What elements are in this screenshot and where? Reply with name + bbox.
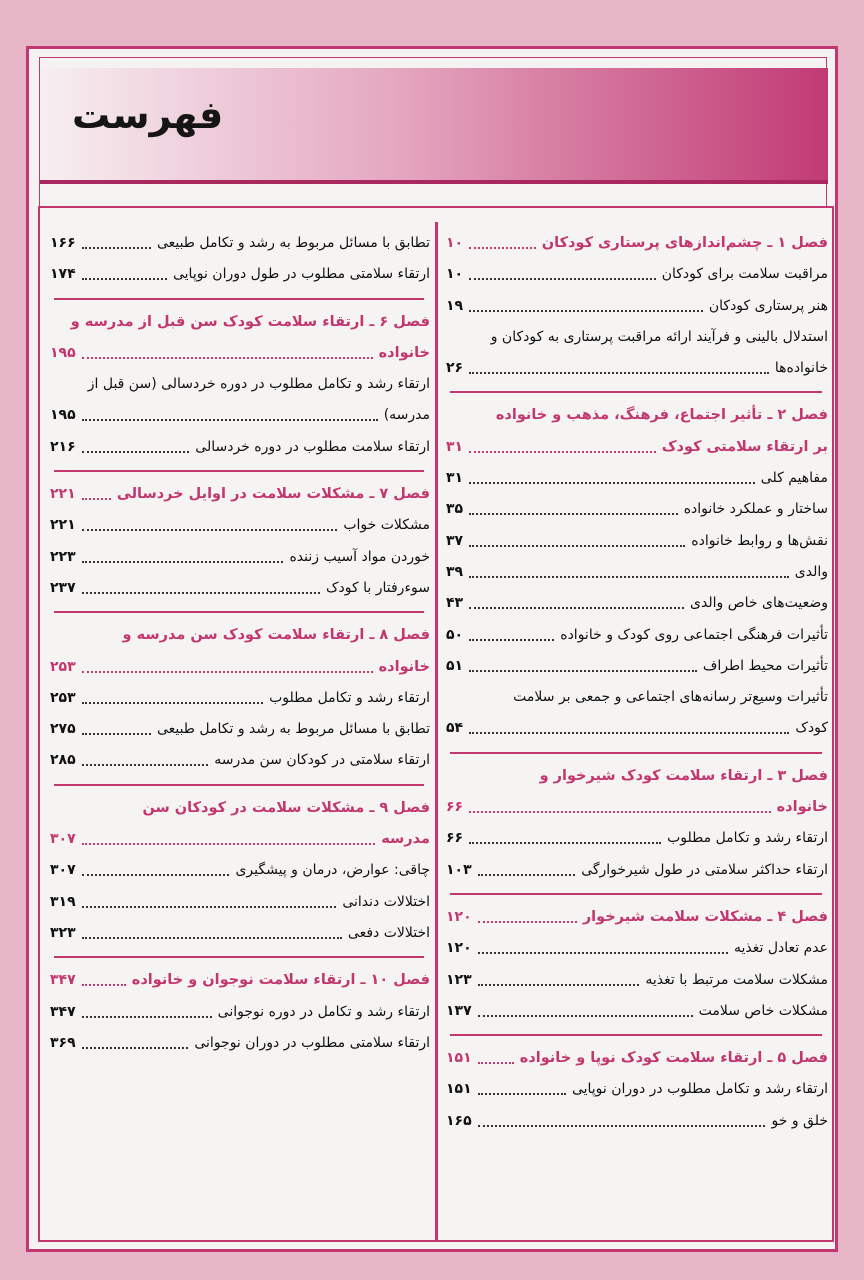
entry-title: مراقبت سلامت برای کودکان <box>661 266 828 283</box>
page-number: ۵۱ <box>446 657 464 674</box>
page-number: ۱۹۵ <box>50 344 76 361</box>
toc-entry-line[interactable] <box>48 714 430 745</box>
toc-entry-line[interactable] <box>48 542 430 573</box>
page-number: ۱۲۳ <box>446 971 472 988</box>
page-number: ۱۲۰ <box>446 940 472 957</box>
entry-title: ارتقاء رشد و تکامل مطلوب <box>269 689 430 706</box>
page-number: ۲۸۵ <box>50 752 76 769</box>
page-number: ۶۶ <box>446 799 464 816</box>
dot-leader <box>469 576 789 578</box>
entry-title: اختلالات دندانی <box>342 893 430 910</box>
dot-leader <box>469 670 697 672</box>
dot-leader <box>82 451 189 453</box>
entry-title: سوءرفتار با کودک <box>326 579 430 596</box>
entry-title: تطابق با مسائل مربوط به رشد و تکامل طبیعی <box>156 721 430 738</box>
toc-chapter-line[interactable] <box>48 652 430 683</box>
chapter-title: فصل ۲ ـ تأثیر اجتماع، فرهنگ، مذهب و خانواده <box>495 407 828 424</box>
page-number: ۶۶ <box>446 830 464 847</box>
section-separator <box>444 745 828 761</box>
chapter-title: فصل ۴ ـ مشکلات سلامت شیرخوار <box>582 908 828 925</box>
toc-chapter-line[interactable] <box>444 400 828 431</box>
toc-entry-line[interactable] <box>444 557 828 588</box>
entry-title: هنر پرستاری کودکان <box>708 297 828 314</box>
chapter-title: خانواده <box>776 799 828 816</box>
dot-leader <box>469 639 554 641</box>
chapter-title: فصل ۹ ـ مشکلات سلامت در کودکان سن <box>142 799 430 816</box>
entry-title: مشکلات سلامت مرتبط با تغذیه <box>645 971 828 988</box>
toc-entry-line[interactable] <box>48 918 430 949</box>
entry-title: عدم تعادل تغذیه <box>734 940 828 957</box>
entry-title: وضعیت‌های خاص والدی <box>690 595 828 612</box>
dot-leader <box>478 1015 693 1017</box>
dot-leader <box>82 702 263 704</box>
dot-leader <box>82 984 126 986</box>
page-number: ۳۴۷ <box>50 972 76 989</box>
page-number: ۵۴ <box>446 720 464 737</box>
chapter-title: فصل ۷ ـ مشکلات سلامت در اوایل خردسالی <box>116 486 430 503</box>
page-number: ۲۷۵ <box>50 721 76 738</box>
dot-leader <box>82 592 320 594</box>
entry-title: ارتقاء رشد و تکامل در دوره نوجوانی <box>217 1003 430 1020</box>
toc-chapter-line[interactable] <box>444 761 828 792</box>
entry-title: چاقی: عوارض، درمان و پیشگیری <box>235 862 430 879</box>
page-number: ۲۲۱ <box>50 486 76 503</box>
dot-leader <box>82 764 208 766</box>
column-divider <box>435 222 438 1240</box>
page-number: ۴۳ <box>446 595 464 612</box>
chapter-title: خانواده <box>378 344 430 361</box>
entry-title: تأثیرات وسیع‌تر رسانه‌های اجتماعی و جمعی بر سلامت <box>513 689 828 706</box>
toc-chapter-line[interactable] <box>444 902 828 933</box>
dot-leader <box>469 372 769 374</box>
toc-entry-line[interactable] <box>444 713 828 744</box>
toc-entry-line[interactable] <box>444 651 828 682</box>
chapter-title: فصل ۱۰ ـ ارتقاء سلامت نوجوان و خانواده <box>131 972 430 989</box>
section-separator <box>48 604 430 620</box>
toc-entry-line[interactable] <box>48 683 430 714</box>
dot-leader <box>478 874 575 876</box>
dot-leader <box>478 921 577 923</box>
page-number: ۳۱ <box>446 438 464 455</box>
page-number: ۱۷۴ <box>50 266 76 283</box>
entry-title: خوردن مواد آسیب زننده <box>289 548 430 565</box>
dot-leader <box>469 278 656 280</box>
section-separator <box>444 384 828 400</box>
page-title: فهرست <box>72 93 224 137</box>
dot-leader <box>478 952 728 954</box>
page-number: ۱۹۵ <box>50 407 76 424</box>
toc-entry-line[interactable] <box>48 855 430 886</box>
toc-entry-line[interactable] <box>48 432 430 463</box>
page-number: ۵۰ <box>446 626 464 643</box>
dot-leader <box>82 906 336 908</box>
page-number: ۱۰۳ <box>446 861 472 878</box>
dot-leader <box>469 842 661 844</box>
toc-chapter-line[interactable] <box>48 824 430 855</box>
page-number: ۱۶۶ <box>50 235 76 251</box>
entry-title: والدی <box>794 563 828 580</box>
toc-chapter-line[interactable] <box>48 620 430 651</box>
dot-leader <box>82 733 151 735</box>
dot-leader <box>478 984 639 986</box>
entry-title: تطابق با مسائل مربوط به رشد و تکامل طبیعی <box>156 235 430 251</box>
dot-leader <box>469 482 755 484</box>
toc-chapter-line[interactable] <box>444 228 828 259</box>
page-number: ۳۰۷ <box>50 831 76 848</box>
chapter-title: مدرسه <box>381 831 430 848</box>
entry-title: ارتقاء رشد و تکامل مطلوب در دوره خردسالی (سن قبل از <box>87 376 430 393</box>
page-number: ۱۲۰ <box>446 908 472 925</box>
entry-title: مشکلات خواب <box>343 517 430 534</box>
dot-leader <box>82 1047 188 1049</box>
chapter-title: خانواده <box>378 658 430 675</box>
toc-entry-line[interactable] <box>444 996 828 1027</box>
toc-entry-line[interactable] <box>444 620 828 651</box>
toc-entry-line[interactable] <box>48 887 430 918</box>
entry-title: ارتقاء سلامتی مطلوب در طول دوران نوپایی <box>172 266 430 283</box>
chapter-title: فصل ۱ ـ چشم‌اندازهای پرستاری کودکان <box>541 235 828 251</box>
page-number: ۳۱ <box>446 470 464 487</box>
page-number: ۲۲۱ <box>50 517 76 534</box>
dot-leader <box>82 278 167 280</box>
page-number: ۱۵۱ <box>446 1081 472 1098</box>
dot-leader <box>82 529 337 531</box>
dot-leader <box>82 671 373 673</box>
page-number: ۱۰ <box>446 266 464 283</box>
page-number: ۳۶۹ <box>50 1034 76 1051</box>
page-number: ۱۰ <box>446 235 464 251</box>
toc-chapter-line[interactable] <box>48 965 430 996</box>
dot-leader <box>469 811 771 813</box>
dot-leader <box>82 843 375 845</box>
dot-leader <box>82 1016 212 1018</box>
page-number: ۱۶۵ <box>446 1112 472 1129</box>
toc-entry-line[interactable] <box>444 1074 828 1105</box>
toc-entry-line[interactable] <box>444 291 828 322</box>
toc-entry-line[interactable] <box>444 494 828 525</box>
page-number: ۳۷ <box>446 532 464 549</box>
toc-entry-line[interactable] <box>444 259 828 290</box>
entry-title: ارتقاء سلامت مطلوب در دوره خردسالی <box>195 438 430 455</box>
toc-entry-line[interactable] <box>444 1106 828 1137</box>
section-separator <box>48 949 430 965</box>
toc-chapter-line[interactable] <box>48 307 430 338</box>
dot-leader <box>469 451 656 453</box>
dot-leader <box>82 874 229 876</box>
page-number: ۳۵ <box>446 501 464 518</box>
toc-entry-line[interactable] <box>48 259 430 290</box>
chapter-title: بر ارتقاء سلامتی کودک <box>661 438 828 455</box>
section-separator <box>48 777 430 793</box>
dot-leader <box>82 247 151 249</box>
toc-entry-line[interactable] <box>444 855 828 886</box>
entry-title: خانواده‌ها <box>774 360 828 377</box>
toc-column-left <box>48 228 430 1059</box>
dot-leader <box>478 1125 765 1127</box>
toc-entry-line[interactable] <box>48 997 430 1028</box>
toc-entry-line[interactable] <box>48 573 430 604</box>
entry-title: ارتقاء سلامتی مطلوب در دوران نوجوانی <box>194 1034 430 1051</box>
page-number: ۳۴۷ <box>50 1003 76 1020</box>
dot-leader <box>478 1062 514 1064</box>
entry-title: تأثیرات محیط اطراف <box>702 657 828 674</box>
page-number: ۳۰۷ <box>50 862 76 879</box>
dot-leader <box>82 419 378 421</box>
toc-chapter-line[interactable] <box>48 338 430 369</box>
dot-leader <box>469 607 684 609</box>
dot-leader <box>469 513 678 515</box>
toc-chapter-line[interactable] <box>444 432 828 463</box>
dot-leader <box>469 247 536 249</box>
dot-leader <box>82 937 342 939</box>
entry-title: تأثیرات فرهنگی اجتماعی روی کودک و خانواده <box>560 626 828 643</box>
toc-chapter-line[interactable] <box>444 1043 828 1074</box>
section-separator <box>48 463 430 479</box>
toc-entry-line[interactable] <box>48 228 430 259</box>
entry-title: خلق و خو <box>771 1112 828 1129</box>
entry-title: ساختار و عملکرد خانواده <box>683 501 828 518</box>
dot-leader <box>82 561 283 563</box>
entry-title: کودک <box>795 720 828 737</box>
toc-entry-line[interactable] <box>444 682 828 713</box>
page-number: ۱۵۱ <box>446 1050 472 1067</box>
entry-title: ارتقاء حداکثر سلامتی در طول شیرخوارگی <box>581 861 828 878</box>
dot-leader <box>469 732 789 734</box>
page-number: ۳۲۳ <box>50 924 76 941</box>
page-number: ۲۱۶ <box>50 438 76 455</box>
dot-leader <box>82 357 373 359</box>
page-number: ۲۳۷ <box>50 579 76 596</box>
dot-leader <box>82 498 111 500</box>
toc-entry-line[interactable] <box>444 463 828 494</box>
entry-title: مفاهیم کلی <box>760 470 828 487</box>
page-number: ۲۵۳ <box>50 689 76 706</box>
page-number: ۲۲۳ <box>50 548 76 565</box>
page-number: ۱۳۷ <box>446 1002 472 1019</box>
page-number: ۱۹ <box>446 297 464 314</box>
entry-title: مشکلات خاص سلامت <box>698 1002 828 1019</box>
dot-leader <box>478 1093 566 1095</box>
entry-title: اختلالات دفعی <box>347 924 430 941</box>
toc-entry-line[interactable] <box>48 510 430 541</box>
section-separator <box>444 1027 828 1043</box>
chapter-title: فصل ۸ ـ ارتقاء سلامت کودک سن مدرسه و <box>122 627 430 644</box>
toc-entry-line[interactable] <box>48 745 430 776</box>
toc-column-right <box>444 228 828 1137</box>
page-number: ۲۶ <box>446 360 464 377</box>
toc-entry-line[interactable] <box>48 1028 430 1059</box>
toc-entry-line[interactable] <box>444 322 828 353</box>
dot-leader <box>469 545 685 547</box>
page-number: ۳۹ <box>446 563 464 580</box>
dot-leader <box>469 310 703 312</box>
entry-title: ارتقاء سلامتی در کودکان سن مدرسه <box>214 752 430 769</box>
toc-chapter-line[interactable] <box>48 479 430 510</box>
entry-title: استدلال بالینی و فرآیند ارائه مراقبت پرستاری به کودکان و <box>490 328 828 345</box>
section-separator <box>444 886 828 902</box>
entry-title: نقش‌ها و روابط خانواده <box>691 532 828 549</box>
chapter-title: فصل ۵ ـ ارتقاء سلامت کودک نوپا و خانواده <box>519 1050 828 1067</box>
toc-entry-line[interactable] <box>48 400 430 431</box>
entry-title: مدرسه) <box>383 407 430 424</box>
entry-title: ارتقاء رشد و تکامل مطلوب <box>667 830 828 847</box>
toc-entry-line[interactable] <box>444 588 828 619</box>
page-number: ۳۱۹ <box>50 893 76 910</box>
toc-chapter-line[interactable] <box>444 792 828 823</box>
toc-entry-line[interactable] <box>444 526 828 557</box>
toc-entry-line[interactable] <box>444 965 828 996</box>
chapter-title: فصل ۳ ـ ارتقاء سلامت کودک شیرخوار و <box>539 767 828 784</box>
toc-entry-line[interactable] <box>444 823 828 854</box>
chapter-title: فصل ۶ ـ ارتقاء سلامت کودک سن قبل از مدرسه و <box>70 313 430 330</box>
toc-entry-line[interactable] <box>48 369 430 400</box>
entry-title: ارتقاء رشد و تکامل مطلوب در دوران نوپایی <box>571 1081 828 1098</box>
section-separator <box>48 291 430 307</box>
toc-entry-line[interactable] <box>444 933 828 964</box>
page-number: ۲۵۳ <box>50 658 76 675</box>
toc-entry-line[interactable] <box>444 353 828 384</box>
toc-chapter-line[interactable] <box>48 793 430 824</box>
